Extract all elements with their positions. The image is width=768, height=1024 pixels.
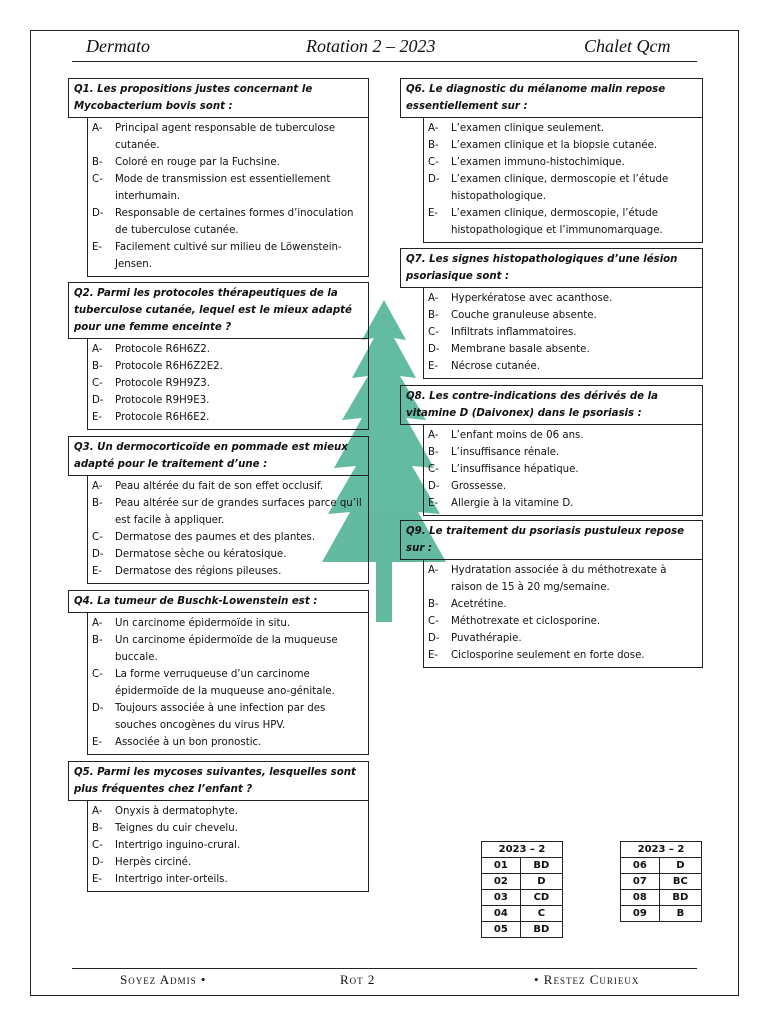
option-q2-b[interactable]: B- Protocole R6H6Z2E2. xyxy=(92,361,223,372)
option-q7-b[interactable]: B- Couche granuleuse absente. xyxy=(428,310,597,321)
question-2 xyxy=(68,282,369,430)
option-q8-d[interactable]: D- Grossesse. xyxy=(428,481,507,492)
header-rotation: Rotation 2 – 2023 xyxy=(306,36,436,56)
answer-row: 07 BC xyxy=(621,874,702,890)
option-q1-b[interactable]: B- Coloré en rouge par la Fuchsine. xyxy=(92,157,280,168)
option-q4-e[interactable]: E- Associée à un bon pronostic. xyxy=(92,737,262,748)
question-3 xyxy=(68,436,369,584)
option-q2-d[interactable]: D- Protocole R9H9E3. xyxy=(92,395,210,406)
option-q2-a[interactable]: A- Protocole R6H6Z2. xyxy=(92,344,210,355)
question-9-title: Q9. Le traitement du psoriasis pustuleux repose sur : xyxy=(400,520,703,560)
question-5 xyxy=(68,761,369,892)
option-q9-c[interactable]: C- Méthotrexate et ciclosporine. xyxy=(428,616,601,627)
footer-left: Soyez Admis • xyxy=(120,972,207,987)
question-6-title: Q6. Le diagnostic du mélanome malin repose essentiellement sur : xyxy=(400,78,703,118)
option-q1-d[interactable]: D- Responsable de certaines formes d’inoculation de tuberculose cutanée. xyxy=(92,208,354,236)
header-subject: Dermato xyxy=(86,36,150,56)
option-q5-a[interactable]: A- Onyxis à dermatophyte. xyxy=(92,806,238,817)
option-q5-d[interactable]: D- Herpès circiné. xyxy=(92,857,192,868)
option-q6-d[interactable]: D- L’examen clinique, dermoscopie et l’étude histopathologique. xyxy=(428,174,669,202)
answer-row: 09 B xyxy=(621,906,702,922)
option-q4-a[interactable]: A- Un carcinome épidermoïde in situ. xyxy=(92,618,291,629)
question-6-options xyxy=(423,118,703,243)
answer-row: 08 BD xyxy=(621,890,702,906)
question-4-title: Q4. La tumeur de Buschk-Lowenstein est : xyxy=(68,590,369,613)
question-6 xyxy=(400,78,703,243)
option-q1-e[interactable]: E- Facilement cultivé sur milieu de Löwenstein-Jensen. xyxy=(92,242,342,270)
question-5-title: Q5. Parmi les mycoses suivantes, lesquelles sont plus fréquentes chez l’enfant ? xyxy=(68,761,369,801)
header-brand: Chalet Qcm xyxy=(584,36,671,56)
option-q8-b[interactable]: B- L’insuffisance rénale. xyxy=(428,447,560,458)
question-8 xyxy=(400,385,703,516)
answer-row: 04 C xyxy=(482,906,563,922)
option-q5-e[interactable]: E- Intertrigo inter-orteils. xyxy=(92,874,228,885)
footer-right: • Restez Curieux xyxy=(534,972,640,987)
option-q4-d[interactable]: D- Toujours associée à une infection par des souches oncogènes du virus HPV. xyxy=(92,703,326,731)
question-4 xyxy=(68,590,369,755)
answer-row: 01 BD xyxy=(482,858,563,874)
option-q8-e[interactable]: E- Allergie à la vitamine D. xyxy=(428,498,574,509)
answer-table-right xyxy=(620,841,702,922)
footer-divider xyxy=(72,968,697,969)
header-divider xyxy=(72,61,697,62)
option-q4-b[interactable]: B- Un carcinome épidermoïde de la muqueuse buccale. xyxy=(92,635,338,663)
question-7-title: Q7. Les signes histopathologiques d’une lésion psoriasique sont : xyxy=(400,248,703,288)
question-3-options xyxy=(87,476,369,584)
question-8-options xyxy=(423,425,703,516)
option-q7-e[interactable]: E- Nécrose cutanée. xyxy=(428,361,541,372)
option-q6-a[interactable]: A- L’examen clinique seulement. xyxy=(428,123,605,134)
option-q2-e[interactable]: E- Protocole R6H6E2. xyxy=(92,412,210,423)
option-q9-e[interactable]: E- Ciclosporine seulement en forte dose. xyxy=(428,650,645,661)
option-q3-b[interactable]: B- Peau altérée sur de grandes surfaces parce qu’il est facile à appliquer. xyxy=(92,498,362,526)
question-7 xyxy=(400,248,703,379)
answer-table-heading: 2023 – 2 xyxy=(621,842,702,858)
question-4-options xyxy=(87,613,369,755)
option-q7-d[interactable]: D- Membrane basale absente. xyxy=(428,344,590,355)
option-q6-e[interactable]: E- L’examen clinique, dermoscopie, l’étude histopathologique et l’immunomarquage. xyxy=(428,208,663,236)
option-q3-a[interactable]: A- Peau altérée du fait de son effet occlusif. xyxy=(92,481,324,492)
answer-row: 05 BD xyxy=(482,922,563,938)
option-q3-d[interactable]: D- Dermatose sèche ou kératosique. xyxy=(92,549,287,560)
option-q2-c[interactable]: C- Protocole R9H9Z3. xyxy=(92,378,210,389)
option-q5-b[interactable]: B- Teignes du cuir chevelu. xyxy=(92,823,238,834)
question-2-options xyxy=(87,339,369,430)
question-2-title: Q2. Parmi les protocoles thérapeutiques de la tuberculose cutanée, lequel est le mieux adapté pour une femme enceinte ? xyxy=(68,282,369,339)
option-q8-c[interactable]: C- L’insuffisance hépatique. xyxy=(428,464,579,475)
option-q1-a[interactable]: A- Principal agent responsable de tuberculose cutanée. xyxy=(92,123,336,151)
option-q6-c[interactable]: C- L’examen immuno-histochimique. xyxy=(428,157,625,168)
option-q7-c[interactable]: C- Infiltrats inflammatoires. xyxy=(428,327,577,338)
option-q7-a[interactable]: A- Hyperkératose avec acanthose. xyxy=(428,293,613,304)
question-3-title: Q3. Un dermocorticoïde en pommade est mieux adapté pour le traitement d’une : xyxy=(68,436,369,476)
option-q6-b[interactable]: B- L’examen clinique et la biopsie cutanée. xyxy=(428,140,658,151)
answer-row: 03 CD xyxy=(482,890,563,906)
question-1-options xyxy=(87,118,369,277)
option-q5-c[interactable]: C- Intertrigo inguino-crural. xyxy=(92,840,241,851)
question-7-options xyxy=(423,288,703,379)
option-q4-c[interactable]: C- La forme verruqueuse d’un carcinome épidermoïde de la muqueuse ano-génitale. xyxy=(92,669,335,697)
option-q3-e[interactable]: E- Dermatose des régions pileuses. xyxy=(92,566,282,577)
option-q3-c[interactable]: C- Dermatose des paumes et des plantes. xyxy=(92,532,316,543)
option-q9-d[interactable]: D- Puvathérapie. xyxy=(428,633,522,644)
answer-row: 02 D xyxy=(482,874,563,890)
question-8-title: Q8. Les contre-indications des dérivés de la vitamine D (Daivonex) dans le psoriasis : xyxy=(400,385,703,425)
question-1 xyxy=(68,78,369,277)
question-1-title: Q1. Les propositions justes concernant le Mycobacterium bovis sont : xyxy=(68,78,369,118)
question-9 xyxy=(400,520,703,668)
question-5-options xyxy=(87,801,369,892)
option-q8-a[interactable]: A- L’enfant moins de 06 ans. xyxy=(428,430,584,441)
question-9-options xyxy=(423,560,703,668)
footer-center: Rot 2 xyxy=(340,972,376,987)
option-q9-a[interactable]: A- Hydratation associée à du méthotrexate à raison de 15 à 20 mg/semaine. xyxy=(428,565,667,593)
answer-row: 06 D xyxy=(621,858,702,874)
option-q9-b[interactable]: B- Acetrétine. xyxy=(428,599,507,610)
answer-table-left xyxy=(481,841,563,938)
answer-table-heading: 2023 – 2 xyxy=(482,842,563,858)
option-q1-c[interactable]: C- Mode de transmission est essentiellement interhumain. xyxy=(92,174,331,202)
